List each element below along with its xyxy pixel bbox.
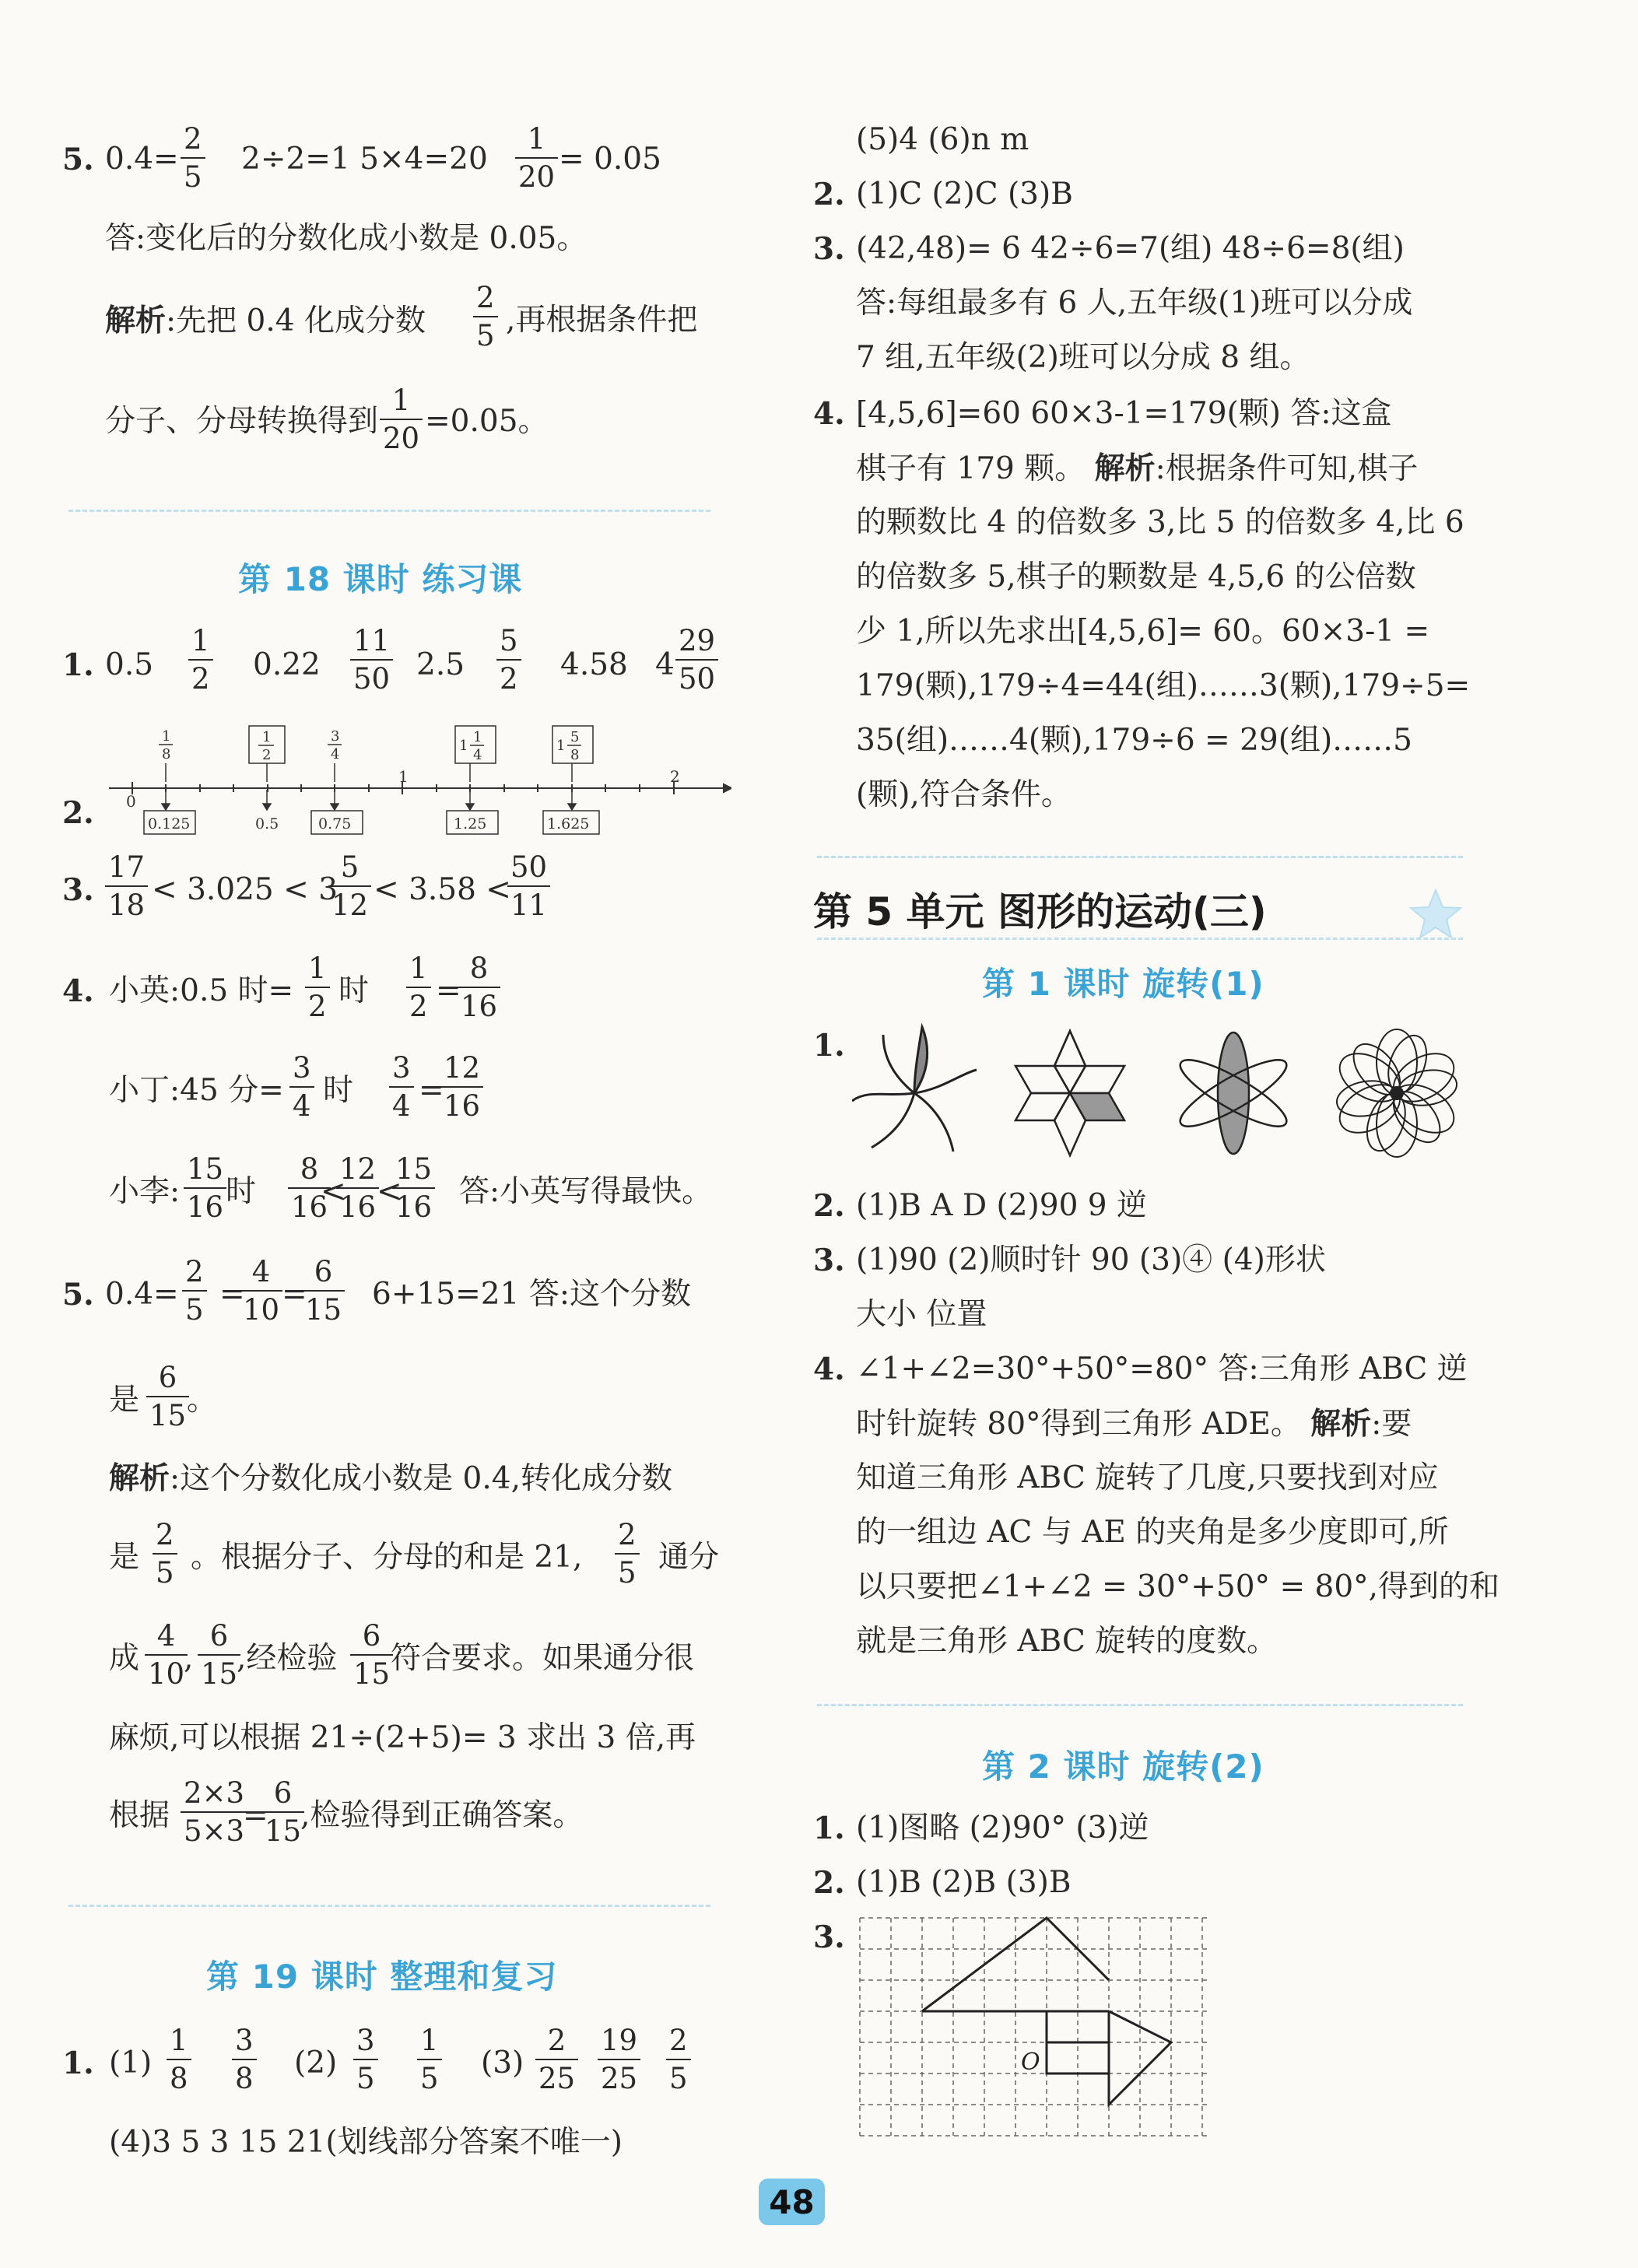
r-q2-number: 2. <box>813 177 845 212</box>
q18-1-a: 0.5 <box>105 647 154 682</box>
svg-text:1: 1 <box>473 729 482 745</box>
page-number: 48 <box>759 2179 825 2225</box>
r-q4-number: 4. <box>813 396 845 432</box>
q18-5-analysis-5b: ,检验得到正确答案。 <box>300 1798 584 1833</box>
bottom-label-0.5 <box>255 790 279 833</box>
section-19-title: 第 19 课时 整理和复习 <box>206 1958 558 1996</box>
q5-frac-4: 1 20 <box>380 386 423 453</box>
divider <box>817 938 1463 940</box>
top-label-3-4 <box>328 728 342 782</box>
svg-text:4: 4 <box>473 747 482 763</box>
r4-line2: 时针旋转 80°得到三角形 ADE。 解析:要 <box>856 1406 1412 1442</box>
r-q4-line3: 的颗数比 4 的倍数多 3,比 5 的倍数多 4,比 6 <box>856 505 1464 540</box>
q18-4-line3-frac-4: 15 16 <box>392 1155 435 1222</box>
r4-line4: 的一组边 AC 与 AE 的夹角是多少度即可,所 <box>856 1515 1449 1550</box>
q19-1-p1: (1) <box>109 2045 153 2080</box>
r4-line5: 以只要把∠1+∠2 = 30°+50° = 80°,得到的和 <box>856 1569 1500 1604</box>
r-q3-line2: 答:每组最多有 6 人,五年级(1)班可以分成 <box>856 286 1413 321</box>
q18-4-line1-frac-2: 1 2 <box>406 954 431 1021</box>
q18-5-a: 0.4= <box>105 1277 179 1312</box>
r3-line2: 大小 位置 <box>856 1297 987 1332</box>
q18-4-line1-frac-1: 1 2 <box>305 954 330 1021</box>
pinwheel-figure <box>852 1027 977 1152</box>
r-q3-line1: (42,48)= 6 42÷6=7(组) 48÷6=8(组) <box>856 231 1405 266</box>
q18-5-frac-5: 2 5 <box>153 1520 177 1587</box>
q18-5-frac-8: 6 15 <box>198 1621 240 1688</box>
q5-expr-a: 0.4= <box>105 142 179 177</box>
q18-5-analysis-3c: 符合要求。如果通分很 <box>391 1641 695 1676</box>
q18-4-line3-lt2: < <box>377 1174 402 1209</box>
r2-number: 2. <box>813 1188 845 1224</box>
q18-4-line1-b: 时 <box>338 973 370 1008</box>
q18-4-line2-frac-1: 3 4 <box>289 1053 314 1120</box>
q18-4-line3-b: 时 <box>226 1174 257 1209</box>
q18-1-b: 0.22 <box>253 647 321 682</box>
q5-frac-3: 2 5 <box>473 283 498 350</box>
q18-5-c2: 。 <box>187 1383 218 1418</box>
q18-4-line3-a: 小李: <box>109 1174 181 1209</box>
bottom-label-0.125 <box>144 790 195 834</box>
q18-4-line3-lt1: < <box>321 1174 346 1209</box>
svg-text:4: 4 <box>331 746 340 762</box>
r3-line1: (1)90 (2)顺时针 90 (3)④ (4)形状 <box>856 1243 1326 1278</box>
q18-5-analysis-4: 麻烦,可以根据 21÷(2+5)= 3 求出 3 倍,再 <box>109 1720 696 1755</box>
divider <box>68 510 710 512</box>
q18-1-e: 4 <box>655 647 675 682</box>
q18-5-eq1: = <box>219 1277 245 1312</box>
q19-1-frac-2: 3 8 <box>232 2026 257 2093</box>
q18-4-line2-b: 时 <box>323 1073 354 1108</box>
q18-4-line1-frac-3: 8 16 <box>458 954 500 1021</box>
s1-text: (1)图略 (2)90° (3)逆 <box>856 1811 1149 1846</box>
bottom-label-1.25 <box>447 790 498 834</box>
q19-1-p3: (3) <box>481 2045 524 2080</box>
svg-text:1.625: 1.625 <box>547 815 590 833</box>
q18-5-frac-3: 6 15 <box>302 1257 345 1324</box>
q18-3-b: < 3.58 < <box>374 872 511 907</box>
r-q4-line5: 少 1,所以先求出[4,5,6]= 60。60×3-1 = <box>856 614 1430 649</box>
q18-5-frac-6: 2 5 <box>615 1520 640 1587</box>
q5-expr-c: = 0.05 <box>559 142 661 177</box>
r4-number: 4. <box>813 1351 845 1387</box>
r-q4-line6: 179(颗),179÷4=44(组)……3(颗),179÷5= <box>856 668 1471 703</box>
top-label-1-1-4 <box>455 726 496 782</box>
q18-5-frac-11: 6 15 <box>261 1779 304 1846</box>
q18-4-line2-eq: = <box>419 1073 444 1108</box>
q18-1-frac-3: 5 2 <box>496 626 521 693</box>
divider <box>68 1905 710 1907</box>
r-q3-line3: 7 组,五年级(2)班可以分成 8 组。 <box>856 340 1310 375</box>
q18-1-frac-2: 11 50 <box>350 626 393 693</box>
q18-3-frac-3: 50 11 <box>507 853 550 920</box>
svg-text:8: 8 <box>162 746 171 762</box>
section-r2-title: 第 2 课时 旋转(2) <box>982 1747 1264 1786</box>
r-q3-number: 3. <box>813 231 845 267</box>
svg-text:0.75: 0.75 <box>318 815 352 833</box>
tick-label-0: 0 <box>126 792 136 811</box>
s1-number: 1. <box>813 1811 845 1846</box>
q18-4-line3-frac-1: 15 16 <box>184 1155 226 1222</box>
divider <box>817 856 1463 858</box>
section-r1-title: 第 1 课时 旋转(1) <box>982 965 1264 1003</box>
q18-5-analysis-1: 解析:这个分数化成小数是 0.4,转化成分数 <box>109 1460 672 1496</box>
q18-3-number: 3. <box>62 872 94 908</box>
q18-5-frac-9: 6 15 <box>350 1621 393 1688</box>
q18-3-frac-1: 17 18 <box>105 853 148 920</box>
q18-4-line2-frac-2: 3 4 <box>389 1053 414 1120</box>
rotation-figures <box>852 1023 1475 1163</box>
svg-text:0.125: 0.125 <box>148 815 191 833</box>
star-icon <box>1408 887 1463 941</box>
r-q2-text: (1)C (2)C (3)B <box>856 177 1073 212</box>
q18-4-number: 4. <box>62 973 94 1009</box>
bottom-label-1.625 <box>543 790 599 834</box>
q5-frac-1: 2 5 <box>181 124 205 191</box>
q18-4-line2-a: 小丁:45 分= <box>109 1073 284 1108</box>
svg-text:1: 1 <box>162 728 171 745</box>
q18-5-analysis-5a: 根据 <box>109 1798 170 1833</box>
s2-text: (1)B (2)B (3)B <box>856 1865 1072 1900</box>
q18-1-frac-4: 29 50 <box>675 626 718 693</box>
ellipse-figure <box>1173 1032 1293 1154</box>
svg-text:3: 3 <box>331 728 340 745</box>
q18-4-line3-frac-2: 8 16 <box>288 1155 331 1222</box>
q18-4-line3-frac-3: 12 16 <box>336 1155 379 1222</box>
q19-1-frac-5: 2 25 <box>535 2026 578 2093</box>
q18-5-analysis-2b: 。根据分子、分母的和是 21, <box>191 1540 583 1575</box>
q5-number: 5. <box>62 142 94 177</box>
q5-analysis-line1: 解析:先把 0.4 化成分数 <box>105 303 426 338</box>
r2-text: (1)B A D (2)90 9 逆 <box>856 1188 1148 1223</box>
r3-number: 3. <box>813 1243 845 1278</box>
q19-1-frac-1: 1 8 <box>167 2026 191 2093</box>
q18-5-frac-10: 2×3 5×3 <box>181 1779 247 1846</box>
q19-1-frac-6: 19 25 <box>598 2026 640 2093</box>
q18-5-analysis-5eq: = <box>243 1798 268 1833</box>
q18-5-frac-2: 4 10 <box>240 1257 282 1324</box>
section-18-title: 第 18 课时 练习课 <box>238 560 523 598</box>
svg-text:8: 8 <box>570 747 580 763</box>
grid-figure <box>856 1914 1214 2140</box>
q18-1-frac-1: 1 2 <box>188 626 213 693</box>
top-label-1-5-8 <box>552 726 593 782</box>
s3-number: 3. <box>813 1919 845 1955</box>
flower-figure <box>1331 1029 1462 1157</box>
q18-1-number: 1. <box>62 647 94 683</box>
q18-5-analysis-2c: 通分 <box>658 1540 720 1575</box>
svg-text:1: 1 <box>556 738 566 754</box>
q5-analysis-cont: ,再根据条件把 <box>506 303 698 338</box>
q5-frac-2: 1 20 <box>515 124 558 191</box>
r-top-line: (5)4 (6)n m <box>856 122 1029 157</box>
axis-arrowhead <box>724 784 731 792</box>
svg-text:1: 1 <box>262 729 272 745</box>
q18-1-c: 2.5 <box>416 647 465 682</box>
q19-1-frac-3: 3 5 <box>353 2026 378 2093</box>
q18-4-line2-frac-3: 12 16 <box>440 1053 483 1120</box>
q18-4-line1-eq: = <box>436 973 461 1008</box>
q18-5-analysis-3b: ,经检验 <box>237 1641 338 1676</box>
svg-text:5: 5 <box>570 729 580 745</box>
q19-1-p2: (2) <box>294 2045 338 2080</box>
q19-1-frac-7: 2 5 <box>666 2026 691 2093</box>
bottom-label-0.75 <box>311 790 363 834</box>
q5-answer: 答:变化后的分数化成小数是 0.05。 <box>105 221 588 256</box>
r1-number: 1. <box>813 1028 845 1064</box>
q5-analysis-end: =0.05。 <box>425 404 549 439</box>
q18-5-analysis-3a: 成 <box>109 1641 140 1676</box>
q18-5-frac-4: 6 15 <box>146 1363 189 1430</box>
q18-5-analysis-3comma: , <box>184 1641 194 1676</box>
r-q4-line7: 35(组)……4(颗),179÷6 = 29(组)……5 <box>856 723 1412 758</box>
rhombus-star-figure <box>1015 1031 1124 1155</box>
q5-expr-b: 2÷2=1 5×4=20 <box>241 142 488 177</box>
q18-5-analysis-2a: 是 <box>109 1540 140 1575</box>
q18-4-line1-a: 小英:0.5 时= <box>109 973 294 1008</box>
top-label-1-2 <box>249 726 285 782</box>
q5-analysis-line2: 分子、分母转换得到 <box>105 404 379 439</box>
s2-number: 2. <box>813 1865 845 1901</box>
svg-text:1: 1 <box>459 738 468 754</box>
q18-3-frac-2: 5 12 <box>328 853 371 920</box>
q18-5-b: 6+15=21 答:这个分数 <box>372 1277 691 1312</box>
r-q4-line8: (颗),符合条件。 <box>856 777 1072 812</box>
top-label-1-8 <box>159 728 173 782</box>
svg-text:1.25: 1.25 <box>454 815 487 833</box>
q18-4-line3-answer: 答:小英写得最快。 <box>459 1174 713 1209</box>
q18-2-number: 2. <box>62 795 94 831</box>
r-q4-line1: [4,5,6]=60 60×3-1=179(颗) 答:这盒 <box>856 396 1392 431</box>
unit-title: 第 5 单元 图形的运动(三) <box>813 889 1267 934</box>
q18-5-frac-1: 2 5 <box>182 1257 207 1324</box>
q18-5-number: 5. <box>62 1277 94 1313</box>
r-q4-line2: 棋子有 179 颗。 解析:根据条件可知,棋子 <box>856 450 1419 486</box>
q18-1-d: 4.58 <box>560 647 628 682</box>
q18-5-eq2: = <box>282 1277 307 1312</box>
r4-line3: 知道三角形 ABC 旋转了几度,只要找到对应 <box>856 1460 1439 1495</box>
r-q4-line4: 的倍数多 5,棋子的颗数是 4,5,6 的公倍数 <box>856 559 1416 594</box>
q18-3-a: < 3.025 < 3 <box>152 872 338 907</box>
number-line-figure <box>101 720 731 836</box>
tick-label-2: 2 <box>670 767 680 786</box>
origin-label: O <box>1021 2049 1040 2076</box>
tick-label-1: 1 <box>398 767 409 786</box>
q19-1-frac-4: 1 5 <box>417 2026 442 2093</box>
q19-1-line2: (4)3 5 3 15 21(划线部分答案不唯一) <box>109 2125 623 2160</box>
q19-1-number: 1. <box>62 2045 94 2081</box>
svg-text:0.5: 0.5 <box>255 815 279 833</box>
svg-text:2: 2 <box>262 747 272 763</box>
q18-5-c: 是 <box>109 1383 140 1418</box>
divider <box>817 1704 1463 1706</box>
r4-line1: ∠1+∠2=30°+50°=80° 答:三角形 ABC 逆 <box>856 1351 1468 1386</box>
q18-5-frac-7: 4 10 <box>145 1621 188 1688</box>
r4-line6: 就是三角形 ABC 旋转的度数。 <box>856 1624 1278 1659</box>
